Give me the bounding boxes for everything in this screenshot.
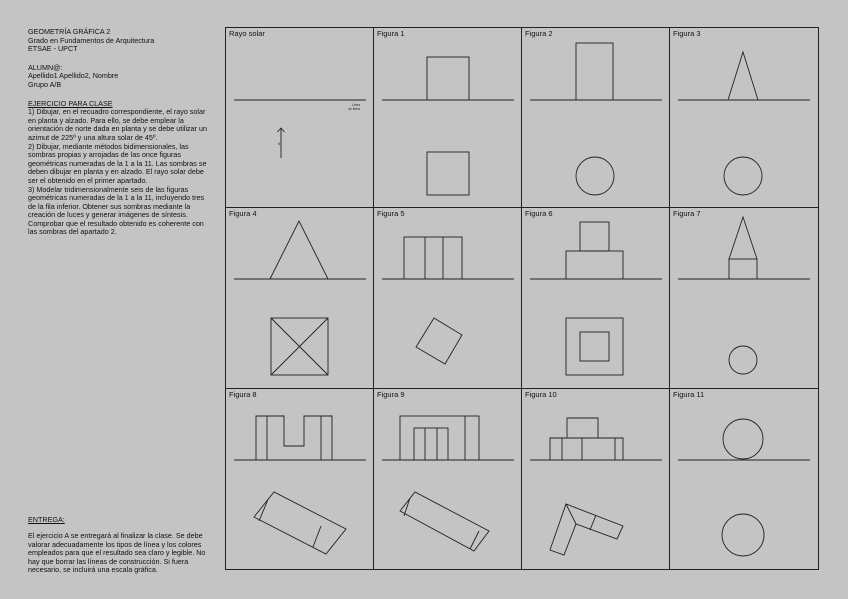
ground-line-label-1: Línea — [352, 103, 360, 107]
figura-2-drawing — [522, 28, 670, 209]
cell-rayo-solar — [226, 28, 374, 208]
figures-grid — [225, 27, 819, 570]
cell-label: Figura 9 — [377, 389, 405, 399]
cell-figura-3 — [670, 28, 818, 208]
cell-label: Figura 4 — [229, 209, 257, 219]
student-label: ALUMN@: — [28, 62, 63, 72]
cell-figura-11 — [670, 389, 818, 569]
figura-8-drawing — [226, 389, 374, 570]
exercise-heading: EJERCICIO PARA CLASE — [28, 98, 113, 108]
course-title: GEOMETRÍA GRÁFICA 2 — [28, 27, 111, 36]
figura-6-drawing — [522, 208, 670, 389]
cell-figura-9 — [374, 389, 522, 569]
cell-label: Figura 5 — [377, 209, 405, 219]
figura-3-drawing — [670, 28, 818, 209]
delivery-heading: ENTREGA: — [28, 515, 65, 525]
cell-label: Figura 11 — [673, 389, 705, 399]
figura-10-drawing — [522, 389, 670, 570]
rayo-solar-drawing — [226, 28, 374, 209]
cell-figura-2 — [522, 28, 670, 208]
cell-label: Rayo solar — [229, 29, 265, 38]
figura-11-drawing — [670, 389, 818, 570]
cell-figura-6 — [522, 208, 670, 388]
figura-1-drawing — [374, 28, 522, 209]
degree-name: Grado en Fundamentos de Arquitectura — [28, 35, 155, 45]
exercise-paragraph-1: 1) Dibujar, en el recuadro correspondiente, el rayo solar en planta y alzado. Para ello, se debe emplear la orientación de norte dada en planta y se debe utilizar un azimut de 225º y una altura solar de 45º. — [28, 107, 208, 142]
cell-figura-1 — [374, 28, 522, 208]
exercise-paragraph-2: 2) Dibujar, mediante métodos bidimensionales, las sombras propias y arrojadas de las once figuras geométricas numeradas de la 1 a la 11. Las sombras se deben dibujar en planta y en alzado. El rayo solar debe ser el obtenido en el primer apartado. — [28, 141, 207, 185]
delivery-panel — [28, 509, 210, 582]
figura-5-drawing — [374, 208, 522, 389]
cell-label: Figura 3 — [673, 29, 701, 38]
cell-figura-8 — [226, 389, 374, 569]
cell-figura-7 — [670, 208, 818, 388]
cell-label: Figura 2 — [525, 29, 553, 38]
cell-label: Figura 1 — [377, 29, 405, 38]
school-name: ETSAE - UPCT — [28, 44, 78, 54]
cell-label: Figura 10 — [525, 389, 557, 399]
cell-figura-10 — [522, 389, 670, 569]
ground-line-label-2: de tierra — [348, 107, 360, 111]
cell-label: Figura 6 — [525, 209, 553, 219]
cell-figura-5 — [374, 208, 522, 388]
figura-7-drawing — [670, 208, 818, 389]
instructions-panel — [28, 28, 210, 237]
exercise-paragraph-3: 3) Modelar tridimensionalmente seis de las figuras geométricas numeradas de la 1 a la 11, incluyendo tres de la fila inferior. Obtener sus sombras mediante la creación de luces y generar imágenes de síntesis. Comprobar que el resultado obtenido es coherente con las sombras del apartado 2. — [28, 184, 205, 237]
figura-4-drawing — [226, 208, 374, 389]
header-block — [28, 28, 210, 54]
student-name: Apellido1 Apellido2, Nombre — [28, 71, 119, 81]
student-group: Grupo A/B — [28, 79, 62, 89]
student-block — [28, 64, 210, 90]
figura-9-drawing — [374, 389, 522, 570]
delivery-text: El ejercicio A se entregará al finalizar la clase. Se debe valorar adecuadamente los tipos de línea y los colores empleados para que el resultado sea claro y legible. No hay que borrar las líneas de construcción. Si fuera necesario, se incluirá una escala gráfica. — [28, 530, 206, 575]
north-label: N — [278, 142, 281, 146]
cell-label: Figura 8 — [229, 389, 257, 399]
cell-figura-4 — [226, 208, 374, 388]
cell-label: Figura 7 — [673, 209, 701, 219]
